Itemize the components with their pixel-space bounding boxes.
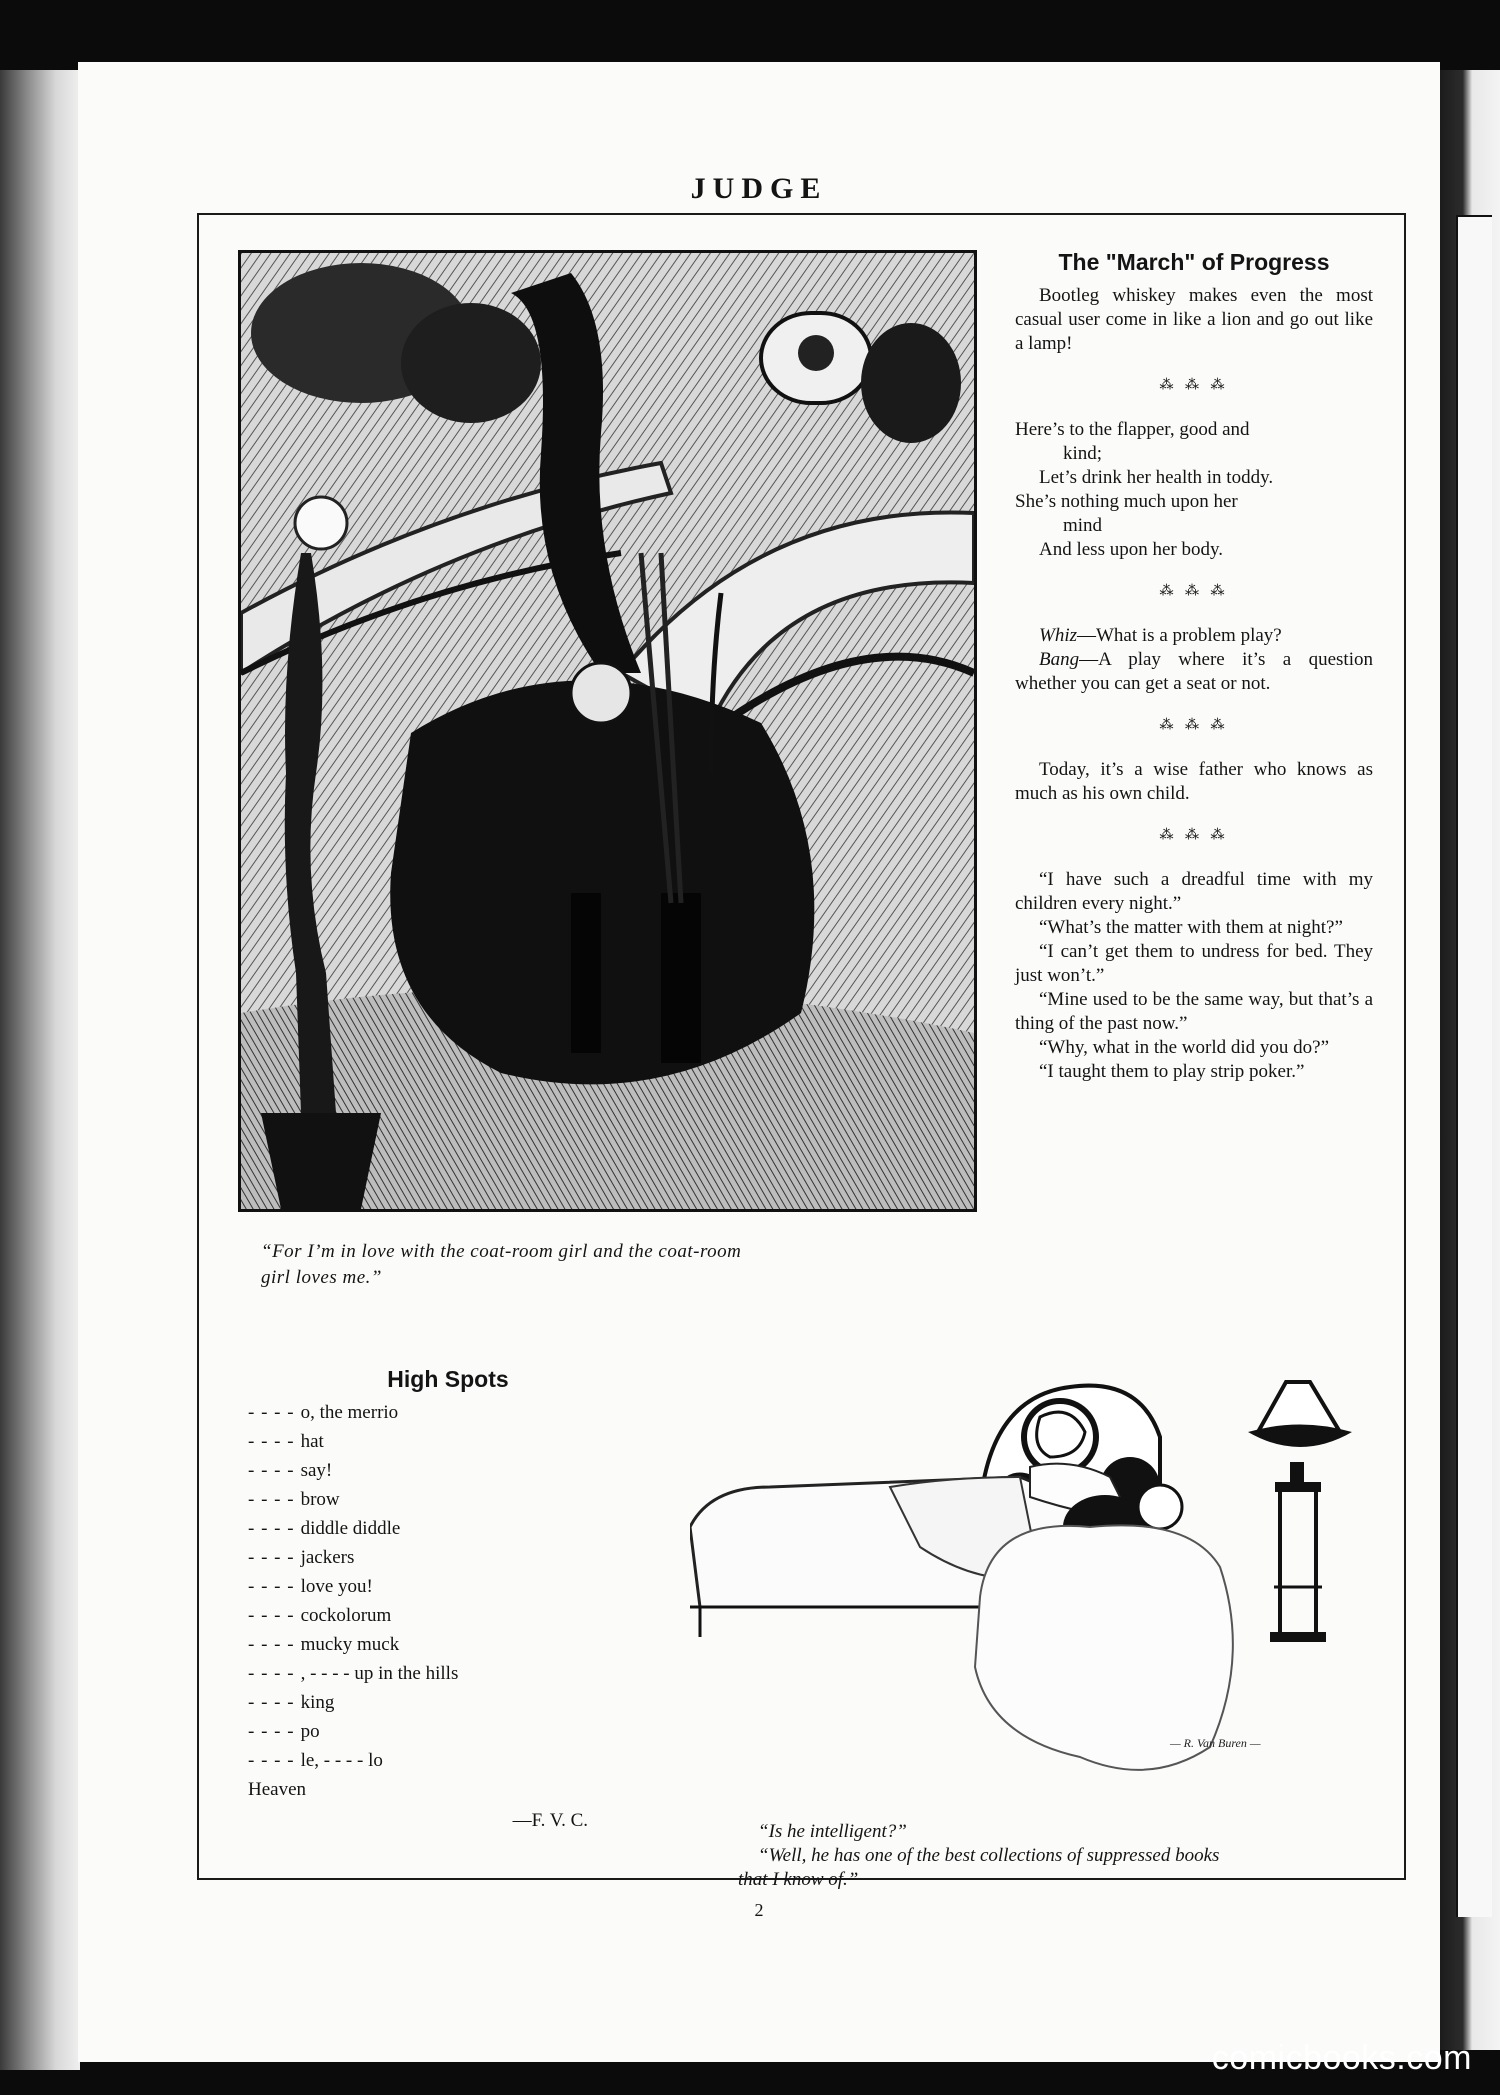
ornament-divider: ⁂ ⁂ ⁂ — [1159, 584, 1229, 599]
caption-line: that I know of.” — [738, 1869, 859, 1890]
dialogue-line: “What’s the matter with them at night?” — [1039, 917, 1343, 938]
bang-text: —A play where it’s a question whether you can get a seat or not. — [1015, 649, 1373, 694]
high-spots-line — [248, 1427, 608, 1456]
dash: - - - - — [248, 1489, 295, 1510]
high-spots-item: king — [300, 1692, 335, 1713]
dash: - - - - — [248, 1692, 295, 1713]
caption-line: “For I’m in love with the coat-room girl and the coat-room — [261, 1241, 742, 1262]
speaker-bang: Bang — [1039, 649, 1080, 670]
high-spots-title: High Spots — [387, 1366, 509, 1392]
bedroom-caption — [738, 1820, 1418, 1892]
verse-line: Here’s to the flapper, good and — [1015, 419, 1250, 440]
verse-line: mind — [1063, 515, 1103, 536]
high-spots-line — [248, 1601, 608, 1630]
high-spots-item: cockolorum — [300, 1605, 392, 1626]
dash: - - - - — [248, 1547, 295, 1568]
coat-room-illustration — [238, 250, 977, 1212]
whiz-line — [1015, 624, 1373, 648]
verse-line: Let’s drink her health in toddy. — [1039, 467, 1274, 488]
dash: - - - - — [248, 1663, 295, 1684]
flapper-verse — [1015, 418, 1373, 562]
page-number: 2 — [754, 1900, 764, 1920]
high-spots-line — [248, 1514, 608, 1543]
high-spots-item: po — [300, 1721, 320, 1742]
high-spots-line — [248, 1659, 608, 1688]
high-spots-item: jackers — [300, 1547, 355, 1568]
high-spots-poem — [248, 1365, 608, 1835]
dash: - - - - — [248, 1402, 295, 1423]
dash: - - - - — [248, 1576, 295, 1597]
illustration-caption — [261, 1239, 981, 1291]
high-spots-last-line: Heaven — [248, 1779, 307, 1800]
dialogue-line: “Why, what in the world did you do?” — [1039, 1037, 1330, 1058]
high-spots-item: brow — [300, 1489, 340, 1510]
dash: - - - - — [248, 1460, 295, 1481]
ornament-divider: ⁂ ⁂ ⁂ — [1159, 828, 1229, 843]
bedroom-drawing — [690, 1377, 1400, 1809]
wise-father-joke: Today, it’s a wise father who knows as much as his own child. — [1015, 759, 1373, 804]
caption-line: girl loves me.” — [261, 1267, 382, 1288]
caption-line: “Well, he has one of the best collections of suppressed books — [758, 1845, 1220, 1866]
high-spots-signature: —F. V. C. — [512, 1810, 588, 1831]
book-binding-left — [0, 70, 80, 2070]
high-spots-item: say! — [300, 1460, 333, 1481]
next-page-edge — [1456, 215, 1492, 1917]
high-spots-line — [248, 1572, 608, 1601]
bedroom-illustration — [690, 1377, 1400, 1809]
dash: - - - - — [248, 1605, 295, 1626]
march-of-progress-column — [1015, 250, 1373, 1084]
dialogue-line: “I can’t get them to undress for bed. They just won’t.” — [1015, 941, 1373, 986]
high-spots-item: hat — [300, 1431, 324, 1452]
watermark: comicbooks.com — [1211, 2039, 1472, 2077]
bootleg-joke: Bootleg whiskey makes even the most casual user come in like a lion and go out like a lamp! — [1015, 285, 1373, 354]
high-spots-line — [248, 1485, 608, 1514]
high-spots-line — [248, 1543, 608, 1572]
whiz-text: —What is a problem play? — [1077, 625, 1282, 646]
speaker-whiz: Whiz — [1039, 625, 1077, 646]
dialogue-line: “Mine used to be the same way, but that’s a thing of the past now.” — [1015, 989, 1373, 1034]
verse-line: And less upon her body. — [1039, 539, 1223, 560]
verse-line: kind; — [1063, 443, 1103, 464]
ornament-divider: ⁂ ⁂ ⁂ — [1159, 718, 1229, 733]
caption-line: “Is he intelligent?” — [758, 1821, 907, 1842]
dash: - - - - — [248, 1431, 295, 1452]
bang-line — [1015, 648, 1373, 696]
dash: - - - - — [248, 1750, 295, 1771]
high-spots-line — [248, 1456, 608, 1485]
dash: - - - - — [248, 1634, 295, 1655]
high-spots-item: diddle diddle — [300, 1518, 401, 1539]
dialogue-line: “I have such a dreadful time with my children every night.” — [1015, 869, 1373, 914]
magazine-page — [78, 62, 1440, 2062]
march-title: The "March" of Progress — [1058, 249, 1330, 275]
page-header: JUDGE — [690, 172, 828, 205]
high-spots-item: love you! — [300, 1576, 373, 1597]
high-spots-item: , - - - - up in the hills — [300, 1663, 459, 1684]
high-spots-item: mucky muck — [300, 1634, 400, 1655]
high-spots-line — [248, 1688, 608, 1717]
coat-room-drawing — [241, 253, 974, 1209]
high-spots-line — [248, 1717, 608, 1746]
ornament-divider: ⁂ ⁂ ⁂ — [1159, 378, 1229, 393]
verse-line: She’s nothing much upon her — [1015, 491, 1238, 512]
high-spots-line — [248, 1630, 608, 1659]
high-spots-item: le, - - - - lo — [300, 1750, 383, 1771]
high-spots-item: o, the merrio — [300, 1402, 399, 1423]
high-spots-line — [248, 1746, 608, 1775]
dialogue-line: “I taught them to play strip poker.” — [1039, 1061, 1305, 1082]
dash: - - - - — [248, 1518, 295, 1539]
dash: - - - - — [248, 1721, 295, 1742]
svg-text:— R. Van Buren —: — R. Van Buren — — [1170, 1736, 1261, 1750]
high-spots-line — [248, 1398, 608, 1427]
